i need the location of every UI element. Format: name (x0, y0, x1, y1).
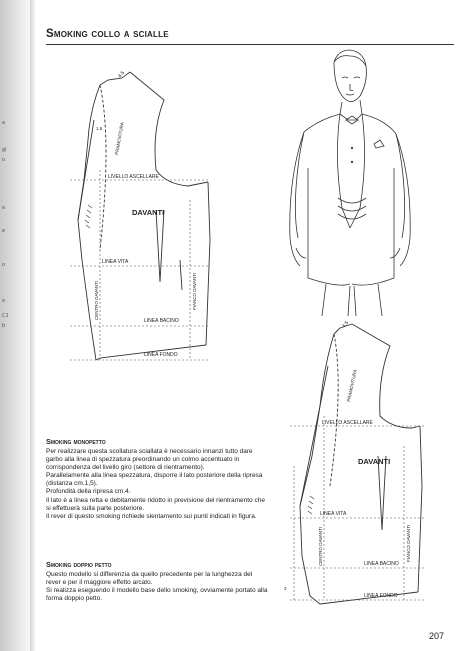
page-title: Smoking collo a scialle (46, 28, 169, 40)
center-front-label: CENTRO DAVANTI (94, 280, 99, 320)
hem-line-label: LINEA FONDO (144, 352, 178, 358)
section-body-double-breasted (46, 571, 268, 603)
section-heading-single-breasted: Smoking monopetto (46, 437, 106, 446)
armhole-level-label: LIVELLO ASCELLARE (322, 420, 373, 426)
paragraph: Parallelamente alla linea spezzatura, disporre il lato posteriore della ripresa (distanza cm.1,5). (46, 472, 263, 488)
margin-note: C1 (2, 313, 9, 319)
tuxedo-figure-illustration (278, 48, 418, 318)
section-body-single-breasted (46, 448, 268, 521)
margin-note: b (2, 323, 6, 329)
margin-note: o (2, 157, 6, 163)
paragraph: Il rever di questo smoking richiede slentamento sui punti indicati in figura. (46, 512, 257, 520)
hem-line-label: LINEA FONDO (364, 593, 398, 599)
margin-note: a (2, 120, 6, 126)
side-front-label: FIANCO DAVANTI (406, 524, 411, 562)
paragraph: Profondità della ripresa cm.4. (46, 488, 131, 496)
front-label: DAVANTI (358, 457, 391, 466)
title-rule (46, 44, 454, 45)
measure-label: 1.5 (96, 126, 103, 131)
page-number: 207 (428, 631, 444, 641)
paragraph: Questo modello si differenzia da quello precedente per la lunghezza del rever e per il maggiore effetto arcato. (46, 571, 253, 587)
spine-shadow (30, 0, 36, 651)
margin-note: o (2, 262, 6, 268)
measure-label: 3 (284, 586, 287, 591)
pattern-single-breasted (60, 60, 232, 366)
front-label: DAVANTI (132, 208, 165, 217)
paragraph: Si realizza eseguendo il modello base dello smoking, ovviamente portato alla forma doppio petto. (46, 587, 268, 603)
paragraph: Il lato è a linea retta e debitamente ridotto in previsione del rientramento che si effettuerà sulla parte posteriore. (46, 496, 265, 512)
paragraph: Per realizzare questa scollatura sciallata è necessario innanzi tutto dare garbo alla linea di spezzatura preordinando un colmo accentuato in corrispondenza del livello giro (settore di rientramento). (46, 448, 253, 472)
sleeve-label: PRAMOVITURA (346, 368, 358, 403)
margin-note: e (2, 205, 6, 211)
margin-note: e (2, 298, 6, 304)
pattern-double-breasted (280, 316, 452, 608)
waist-line-label: LINEA VITA (102, 259, 129, 265)
side-front-label: FIANCO DAVANTI (192, 272, 197, 310)
sleeve-label: PRAMOVITURA (114, 121, 125, 156)
armhole-level-label: LIVELLO ASCELLARE (108, 174, 159, 180)
section-heading-double-breasted: Smoking doppio petto (46, 560, 112, 569)
measure-label: 4.5 (117, 70, 127, 80)
hip-line-label: LINEA BACINO (144, 318, 179, 324)
margin-note: gi (2, 147, 7, 153)
waist-line-label: LINEA VITA (320, 511, 347, 517)
center-front-label: CENTRO DAVANTI (318, 526, 323, 566)
measure-label: 4.5 (341, 320, 351, 330)
hip-line-label: LINEA BACINO (364, 561, 399, 567)
margin-note: e (2, 228, 6, 234)
